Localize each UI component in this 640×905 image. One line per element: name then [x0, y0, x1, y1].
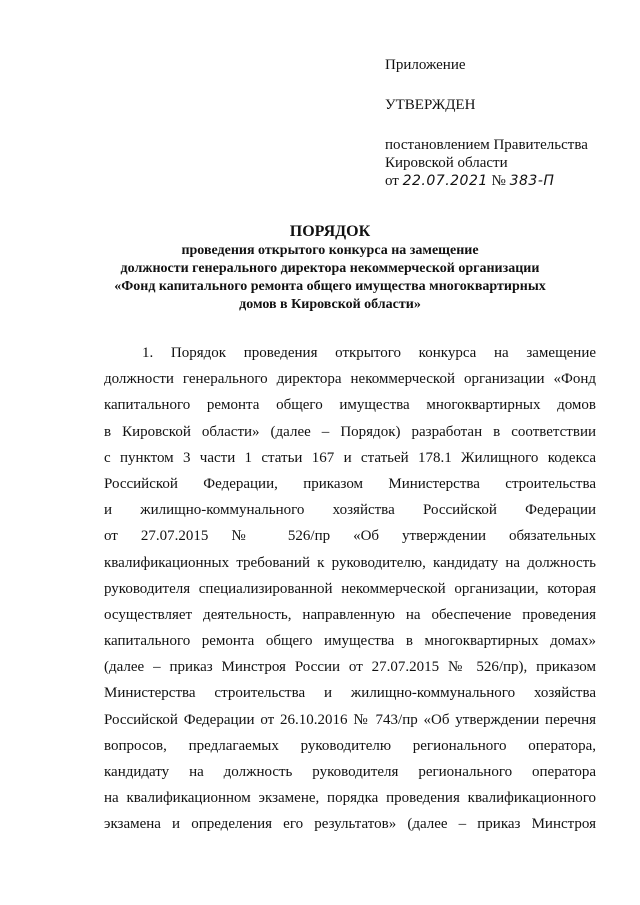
paragraph-line: капитального ремонта общего имущества многоквартирных домов — [104, 397, 596, 414]
paragraph-line: вопросов, предлагаемых руководителю регионального оператора, — [104, 737, 596, 754]
document-heading — [90, 222, 570, 314]
paragraph-line: от 27.07.2015 № 526/пр «Об утверждении обязательных — [104, 528, 596, 545]
paragraph-line: капитального ремонта общего имущества в многоквартирных домах» — [104, 633, 596, 650]
date-prefix: от — [385, 173, 399, 189]
approved-label: УТВЕРЖДЕН — [385, 97, 476, 113]
subtitle-line: должности генерального директора некоммерческой организации — [120, 261, 540, 276]
paragraph-line: квалификационных требований к руководителю, кандидату на должность — [104, 554, 596, 571]
paragraph-line: с пунктом 3 части 1 статьи 167 и статьей 178.1 Жилищного кодекса — [104, 449, 596, 466]
subtitle-line: домов в Кировской области» — [239, 297, 421, 312]
paragraph-line: Российской Федерации от 26.10.2016 № 743/пр «Об утверждении перечня — [104, 711, 596, 728]
paragraph-line: должности генерального директора некоммерческой организации «Фонд — [104, 371, 596, 388]
handwritten-date: 22.07.2021 — [402, 173, 488, 189]
paragraph-line: в Кировской области» (далее – Порядок) разработан в соответствии — [104, 423, 596, 440]
paragraph-line: Российской Федерации, приказом Министерства строительства — [104, 475, 596, 492]
document-title: ПОРЯДОК — [289, 223, 371, 240]
paragraph-line: (далее – приказ Минстроя России от 27.07.2015 № 526/пр), приказом — [104, 659, 596, 676]
paragraph-line: Министерства строительства и жилищно-коммунального хозяйства — [104, 685, 596, 702]
resolution-line-2: Кировской области — [385, 155, 508, 171]
paragraph-line: осуществляет деятельность, направленную на обеспечение проведения — [104, 606, 596, 623]
resolution-date-line — [385, 172, 588, 190]
document-body — [104, 340, 596, 838]
number-prefix: № — [491, 173, 506, 189]
handwritten-number: 383-П — [509, 173, 555, 189]
subtitle-line: «Фонд капитального ремонта общего имущества многоквартирных — [114, 279, 546, 294]
paragraph-line: на квалификационном экзамене, порядка проведения квалификационного — [104, 790, 596, 807]
paragraph-line: кандидату на должность руководителя регионального оператора — [104, 764, 596, 780]
paragraph-line: экзамена и определения его результатов» (далее – приказ Минстроя — [104, 816, 596, 833]
subtitle-line: проведения открытого конкурса на замещение — [181, 243, 479, 258]
approval-block — [385, 56, 588, 190]
paragraph-line: руководителя специализированной некоммерческой организации, которая — [104, 580, 596, 597]
resolution-line-1: постановлением Правительства — [385, 137, 588, 153]
paragraph-line: и жилищно-коммунального хозяйства Российской Федерации — [104, 502, 596, 519]
appendix-label: Приложение — [385, 57, 466, 73]
paragraph-line: 1. Порядок проведения открытого конкурса на замещение — [142, 345, 596, 361]
